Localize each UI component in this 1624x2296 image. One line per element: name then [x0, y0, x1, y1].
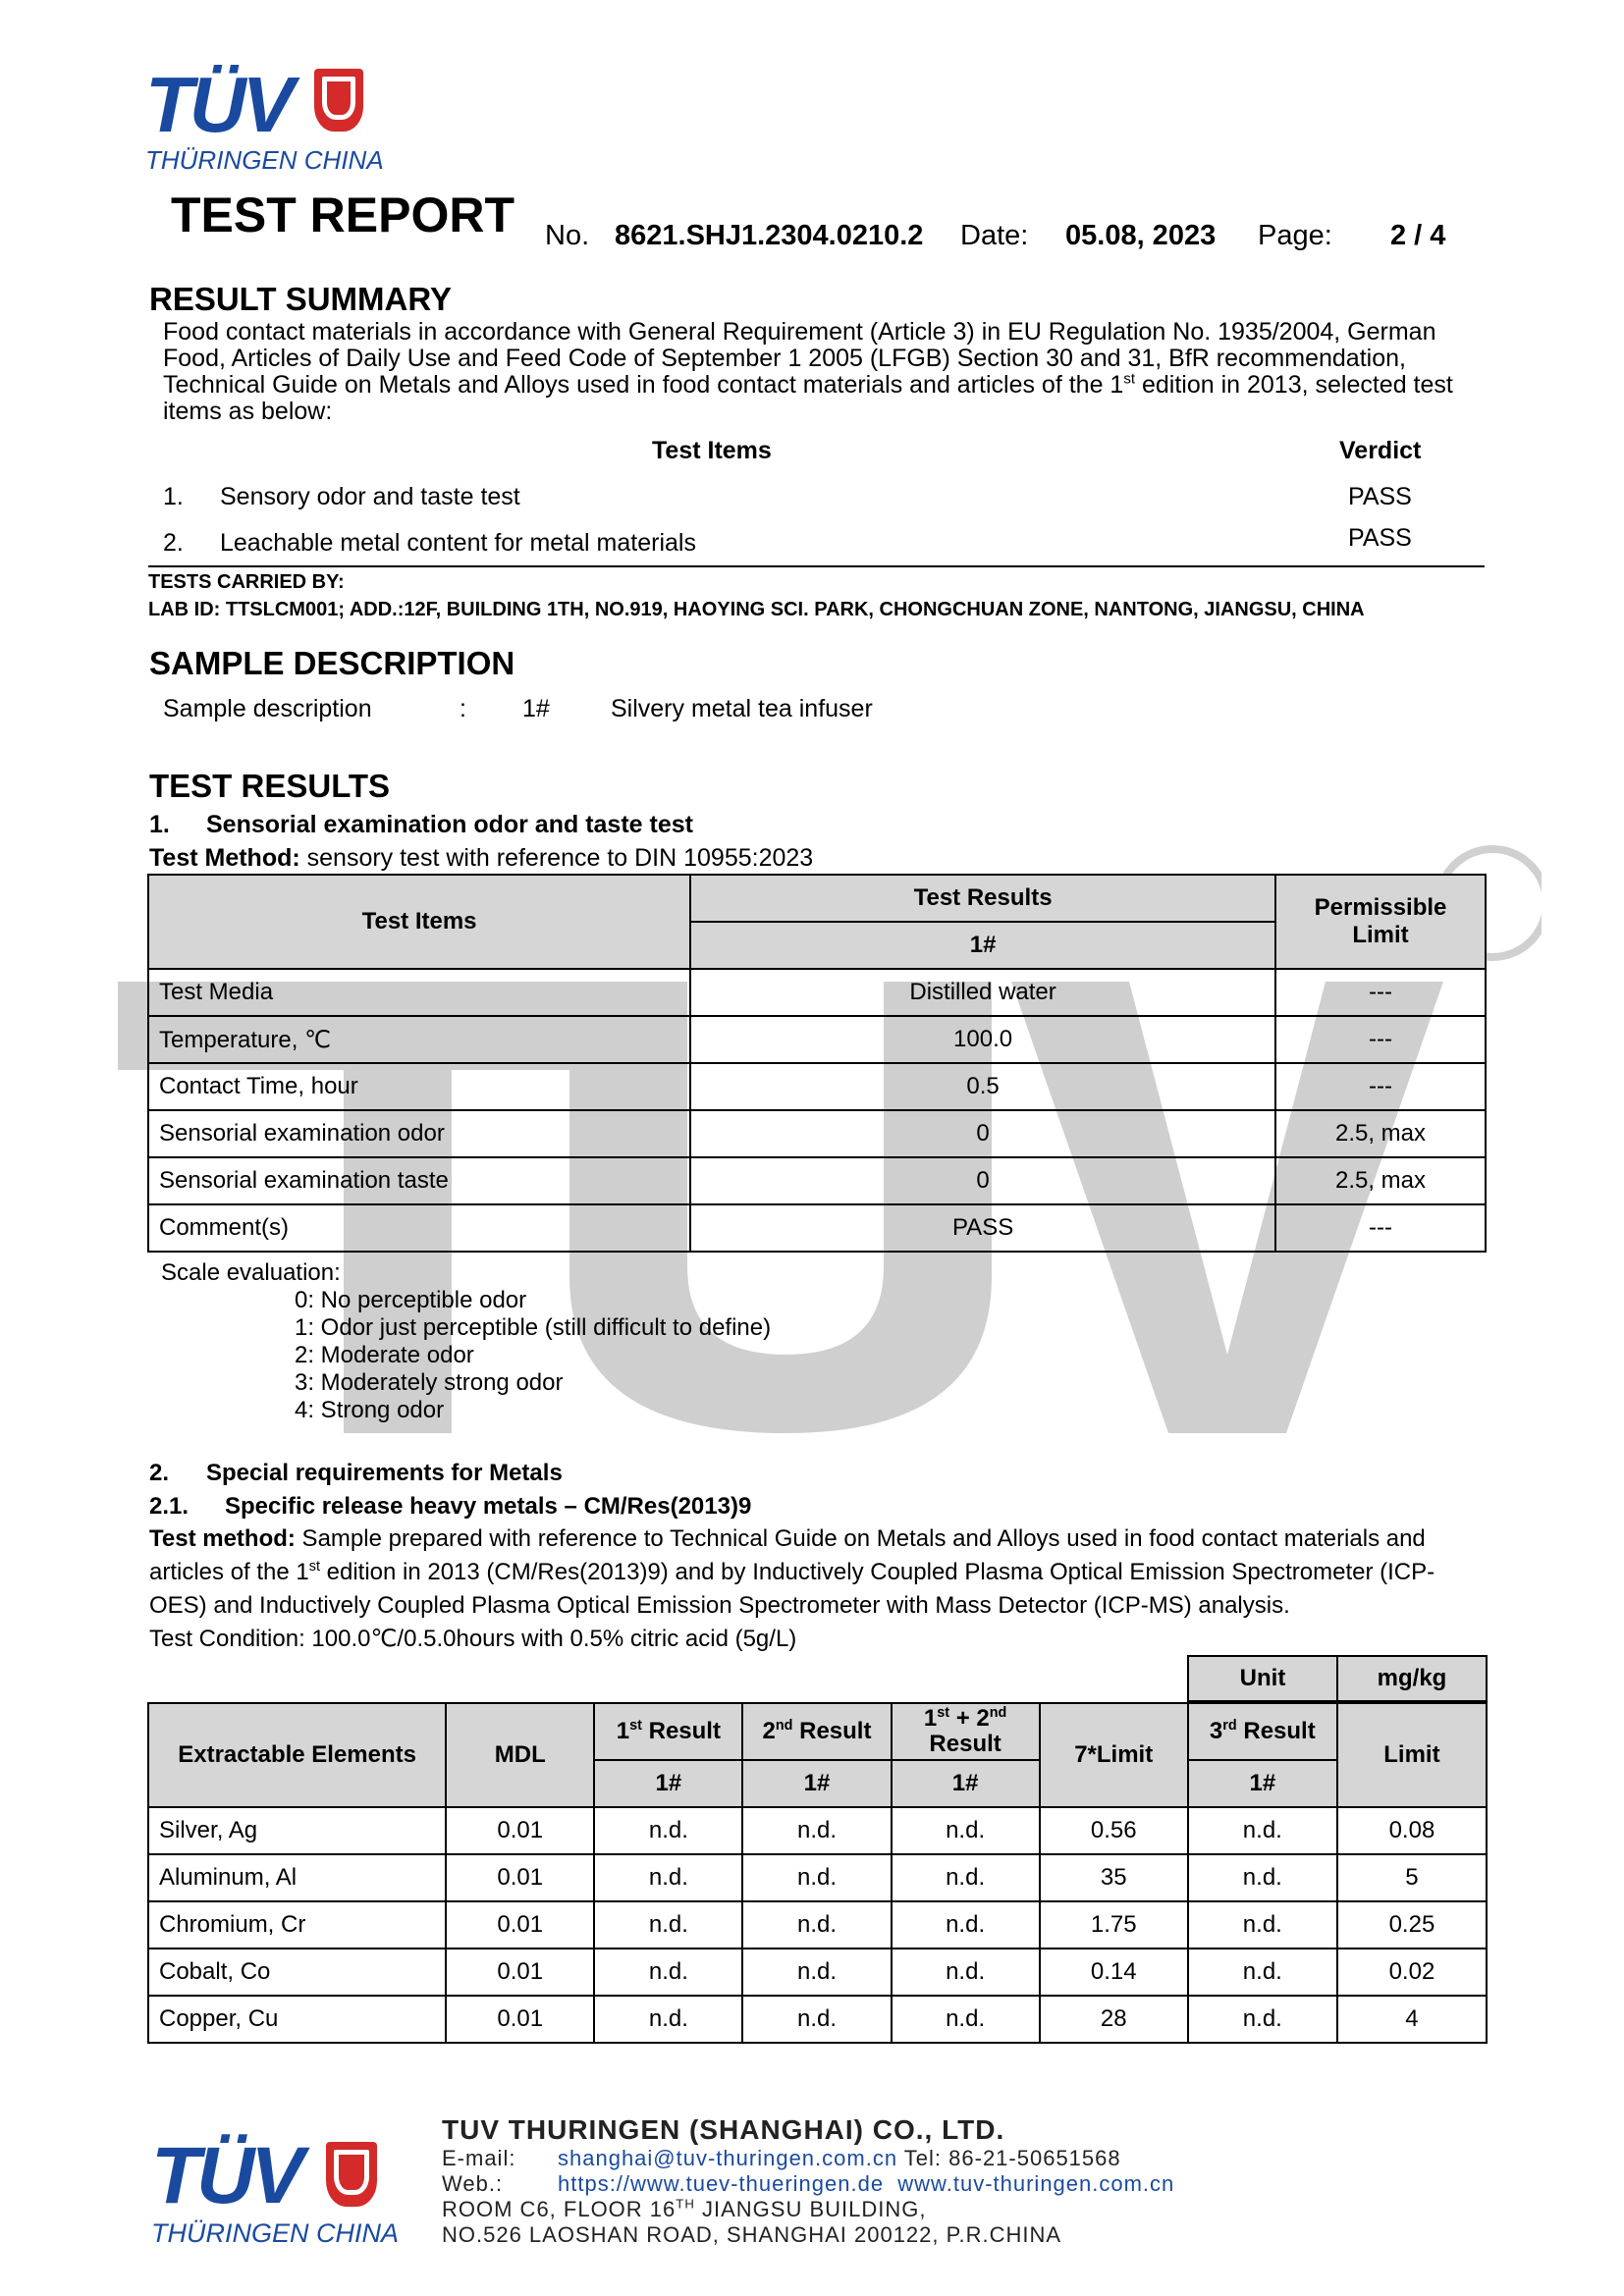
section-21-title: Specific release heavy metals – CM/Res(2013)9 [225, 1493, 752, 1520]
t2-row-2-mdl: 0.01 [446, 1854, 594, 1901]
t2-row-3-r1: n.d. [594, 1901, 742, 1949]
t2-row-5-lim7: 28 [1040, 1996, 1188, 2043]
report-page-value: 2 / 4 [1390, 220, 1446, 251]
scale-item-0: 0: No perceptible odor [295, 1287, 527, 1313]
t2-header-r3-sample: 1# [1188, 1760, 1337, 1807]
t2-row-3-limit: 0.25 [1337, 1901, 1487, 1949]
summary-item-2-name: Leachable metal content for metal materials [220, 529, 696, 557]
section-2-title: Special requirements for Metals [206, 1460, 563, 1486]
t2-r2-sup: nd [775, 1718, 793, 1734]
t2-row-1-sum: n.d. [892, 1807, 1040, 1854]
sample-id: 1# [522, 695, 550, 722]
t2-row-3-lim7: 1.75 [1040, 1901, 1188, 1949]
t2-r3-sup: rd [1222, 1718, 1237, 1734]
t2-row-2-r1: n.d. [594, 1854, 742, 1901]
summary-item-1-verdict: PASS [1348, 483, 1412, 510]
section-2-method-line-2 [149, 1559, 1435, 1586]
report-no-value: 8621.SHJ1.2304.0210.2 [615, 220, 924, 251]
sample-colon: : [460, 695, 466, 722]
t1-row-6-item: Comment(s) [148, 1204, 690, 1252]
summary-item-2-verdict: PASS [1348, 524, 1412, 552]
scale-title: Scale evaluation: [161, 1259, 341, 1286]
footer-logo [151, 2131, 400, 2250]
t2-r1-text: Result [641, 1718, 721, 1744]
section-1-num: 1. [149, 811, 170, 838]
t2-row-1-el: Silver, Ag [148, 1807, 446, 1854]
summary-line-3 [163, 371, 1453, 400]
t1-row-3-limit: --- [1275, 1063, 1486, 1110]
t2-r1-num: 1 [616, 1718, 630, 1744]
footer-logo-brand: TÜV [151, 2131, 300, 2220]
t2-row-1-limit: 0.08 [1337, 1807, 1487, 1854]
t2-row-4-sum: n.d. [892, 1949, 1040, 1996]
sensory-results-table [147, 874, 1487, 1253]
t1-row-6-limit: --- [1275, 1204, 1486, 1252]
footer-addr1a: ROOM C6, FLOOR 16 [442, 2197, 677, 2221]
t2-row-5-el: Copper, Cu [148, 1996, 446, 2043]
t1-row-3-result: 0.5 [690, 1063, 1275, 1110]
t2-row-5-sum: n.d. [892, 1996, 1040, 2043]
summary-col-items: Test Items [652, 437, 772, 464]
logo-shield-icon [314, 69, 363, 132]
t2-row-2-limit: 5 [1337, 1854, 1487, 1901]
section-2-method-text-1: Sample prepared with reference to Technical Guide on Metals and Alloys used in food contact materials and [295, 1525, 1426, 1552]
summary-item-1-num: 1. [163, 483, 184, 510]
t1-header-items: Test Items [148, 875, 690, 969]
t2-row-3-r2: n.d. [742, 1901, 891, 1949]
section-1-method-text: sensory test with reference to DIN 10955:2023 [299, 844, 814, 872]
footer-email-label: E-mail: [442, 2146, 516, 2170]
t2-header-r2 [742, 1703, 891, 1760]
scale-item-1: 1: Odor just perceptible (still difficult to define) [295, 1314, 772, 1341]
footer-email[interactable]: shanghai@tuv-thuringen.com.cn [558, 2146, 898, 2170]
t1-row-5-item: Sensorial examination taste [148, 1157, 690, 1204]
t2-header-elements: Extractable Elements [148, 1703, 446, 1807]
footer-addr1b: JIANGSU BUILDING, [694, 2197, 927, 2221]
t2-row-5-r3: n.d. [1188, 1996, 1337, 2043]
section-2-num: 2. [149, 1460, 170, 1486]
report-date-label: Date: [960, 220, 1029, 251]
t1-row-2-limit: --- [1275, 1016, 1486, 1063]
footer-addr1-sup: TH [676, 2196, 695, 2212]
footer-address-2: NO.526 LAOSHAN ROAD, SHANGHAI 200122, P.R.CHINA [442, 2222, 1062, 2247]
t1-row-5-result: 0 [690, 1157, 1275, 1204]
section-1-method [149, 844, 813, 873]
t2-row-4-lim7: 0.14 [1040, 1949, 1188, 1996]
t2-row-1-mdl: 0.01 [446, 1807, 594, 1854]
t2-r3-num: 3 [1209, 1718, 1223, 1744]
summary-line-3a: Technical Guide on Metals and Alloys used in food contact materials and articles of the 1 [163, 371, 1124, 399]
t2-row-2-el: Aluminum, Al [148, 1854, 446, 1901]
t2-sum-text: Result [929, 1731, 1001, 1757]
logo-subtitle: THÜRINGEN CHINA [145, 145, 384, 175]
tests-carried-by: TESTS CARRIED BY: [148, 571, 345, 593]
summary-item-1-name: Sensory odor and taste test [220, 483, 520, 510]
summary-item-2-num: 2. [163, 529, 184, 557]
t2-row-1-r2: n.d. [742, 1807, 891, 1854]
section-2-method-line-1 [149, 1525, 1426, 1553]
report-title: TEST REPORT [171, 187, 515, 242]
t2-row-2-lim7: 35 [1040, 1854, 1188, 1901]
t2-row-2-r3: n.d. [1188, 1854, 1337, 1901]
section-1-method-label: Test Method: [149, 844, 300, 872]
t2-row-4-limit: 0.02 [1337, 1949, 1487, 1996]
t1-header-sample: 1# [690, 922, 1275, 969]
section-2-method-text-2b: edition in 2013 (CM/Res(2013)9) and by Inductively Coupled Plasma Optical Emission Spectrometer (ICP- [319, 1559, 1435, 1585]
t1-header-results: Test Results [690, 875, 1275, 922]
report-page-label: Page: [1258, 220, 1332, 251]
footer-company: TUV THURINGEN (SHANGHAI) CO., LTD. [442, 2114, 1005, 2145]
t2-row-4-mdl: 0.01 [446, 1949, 594, 1996]
lab-address: LAB ID: TTSLCM001; ADD.:12F, BUILDING 1TH, NO.919, HAOYING SCI. PARK, CHONGCHUAN ZONE, NANTONG, JIANGSU, CHINA [148, 599, 1365, 620]
footer-tel: Tel: 86-21-50651568 [903, 2146, 1121, 2170]
sample-description-heading: SAMPLE DESCRIPTION [149, 645, 515, 681]
footer-logo-shield-icon [326, 2142, 377, 2207]
summary-divider [148, 565, 1485, 567]
footer-logo-subtitle: THÜRINGEN CHINA [151, 2218, 400, 2248]
section-2-method-line-3: OES) and Inductively Coupled Plasma Optical Emission Spectrometer with Mass Detector (ICP-MS) analysis. [149, 1592, 1290, 1619]
t1-row-3-item: Contact Time, hour [148, 1063, 690, 1110]
result-summary-heading: RESULT SUMMARY [149, 281, 452, 317]
scale-item-4: 4: Strong odor [295, 1397, 445, 1423]
t1-row-4-item: Sensorial examination odor [148, 1110, 690, 1157]
t2-header-r1-sample: 1# [594, 1760, 742, 1807]
report-date-value: 05.08, 2023 [1065, 220, 1217, 251]
t1-row-2-item: Temperature, ℃ [148, 1016, 690, 1063]
summary-line-1: Food contact materials in accordance with General Requirement (Article 3) in EU Regulation No. 1935/2004, German [163, 318, 1436, 346]
t2-row-4-el: Cobalt, Co [148, 1949, 446, 1996]
t2-row-5-r2: n.d. [742, 1996, 891, 2043]
t2-row-3-el: Chromium, Cr [148, 1901, 446, 1949]
t2-row-5-limit: 4 [1337, 1996, 1487, 2043]
section-2-method-sup: st [308, 1559, 320, 1575]
table-row [148, 1110, 1486, 1157]
footer-web-label: Web.: [442, 2171, 504, 2196]
t2-row-1-r3: n.d. [1188, 1807, 1337, 1854]
t2-sum-sup2: nd [989, 1705, 1007, 1721]
footer-web[interactable]: https://www.tuev-thueringen.de www.tuv-thuringen.com.cn [558, 2171, 1175, 2196]
table-row [148, 1996, 1487, 2043]
table-row [148, 1854, 1487, 1901]
t1-row-1-item: Test Media [148, 969, 690, 1016]
footer-email-line [558, 2146, 1121, 2171]
t2-row-2-r2: n.d. [742, 1854, 891, 1901]
t2-row-1-r1: n.d. [594, 1807, 742, 1854]
t2-sum-num2: + 2 [949, 1705, 990, 1732]
section-2-method-label: Test method: [149, 1525, 296, 1552]
t1-row-1-result: Distilled water [690, 969, 1275, 1016]
logo-brand-text: TÜV [145, 61, 291, 148]
t2-row-3-sum: n.d. [892, 1901, 1040, 1949]
test-results-heading: TEST RESULTS [149, 768, 391, 804]
t2-sum-num1: 1 [923, 1705, 938, 1732]
t2-header-r2-sample: 1# [742, 1760, 891, 1807]
t2-r2-text: Result [792, 1718, 872, 1744]
section-2-condition: Test Condition: 100.0℃/0.5.0hours with 0.5% citric acid (5g/L) [149, 1626, 797, 1652]
section-21-num: 2.1. [149, 1493, 189, 1520]
table-row [148, 1949, 1487, 1996]
summary-line-3-sup: st [1123, 370, 1136, 388]
t2-row-4-r1: n.d. [594, 1949, 742, 1996]
footer-address-1 [442, 2197, 926, 2222]
metals-release-table [147, 1702, 1488, 2044]
t1-row-4-limit: 2.5, max [1275, 1110, 1486, 1157]
table-row [148, 969, 1486, 1016]
table-row [148, 1204, 1486, 1252]
table-row [148, 1901, 1487, 1949]
t2-header-r1 [594, 1703, 742, 1760]
t1-row-4-result: 0 [690, 1110, 1275, 1157]
unit-label: Unit [1188, 1656, 1337, 1701]
summary-line-3b: edition in 2013, selected test [1135, 371, 1453, 399]
t2-row-1-lim7: 0.56 [1040, 1807, 1188, 1854]
table-row [148, 1157, 1486, 1204]
t2-row-2-sum: n.d. [892, 1854, 1040, 1901]
scale-item-3: 3: Moderately strong odor [295, 1369, 564, 1396]
t2-r1-sup: st [629, 1718, 642, 1734]
summary-line-2: Food, Articles of Daily Use and Feed Code of September 1 2005 (LFGB) Section 30 and 31, BfR recommendation, [163, 345, 1406, 372]
t2-header-7limit: 7*Limit [1040, 1703, 1188, 1807]
t1-row-6-result: PASS [690, 1204, 1275, 1252]
t2-header-r3 [1188, 1703, 1337, 1760]
t2-header-sum [892, 1703, 1040, 1760]
t1-row-1-limit: --- [1275, 969, 1486, 1016]
unit-header-table [1187, 1655, 1488, 1702]
t2-row-5-mdl: 0.01 [446, 1996, 594, 2043]
section-2-method-text-2a: articles of the 1 [149, 1559, 309, 1585]
report-no-label: No. [545, 220, 590, 251]
t2-row-4-r3: n.d. [1188, 1949, 1337, 1996]
t1-row-2-result: 100.0 [690, 1016, 1275, 1063]
t2-header-sum-sample: 1# [892, 1760, 1040, 1807]
t2-row-4-r2: n.d. [742, 1949, 891, 1996]
summary-col-verdict: Verdict [1339, 437, 1422, 464]
t1-header-limit: Permissible Limit [1275, 875, 1486, 969]
t2-row-5-r1: n.d. [594, 1996, 742, 2043]
sample-label: Sample description [163, 695, 372, 722]
sample-desc: Silvery metal tea infuser [611, 695, 873, 722]
section-1-title: Sensorial examination odor and taste test [206, 811, 693, 838]
t2-header-mdl: MDL [446, 1703, 594, 1807]
t2-sum-sup1: st [937, 1705, 950, 1721]
t2-row-3-r3: n.d. [1188, 1901, 1337, 1949]
table-row [148, 1807, 1487, 1854]
brand-logo [145, 61, 384, 179]
table-row [148, 1063, 1486, 1110]
t2-r2-num: 2 [762, 1718, 776, 1744]
t1-row-5-limit: 2.5, max [1275, 1157, 1486, 1204]
scale-item-2: 2: Moderate odor [295, 1342, 474, 1368]
t2-row-3-mdl: 0.01 [446, 1901, 594, 1949]
table-row [148, 1016, 1486, 1063]
t2-r3-text: Result [1236, 1718, 1316, 1744]
summary-line-4: items as below: [163, 398, 333, 425]
unit-value: mg/kg [1337, 1656, 1487, 1701]
t2-header-limit: Limit [1337, 1703, 1487, 1807]
